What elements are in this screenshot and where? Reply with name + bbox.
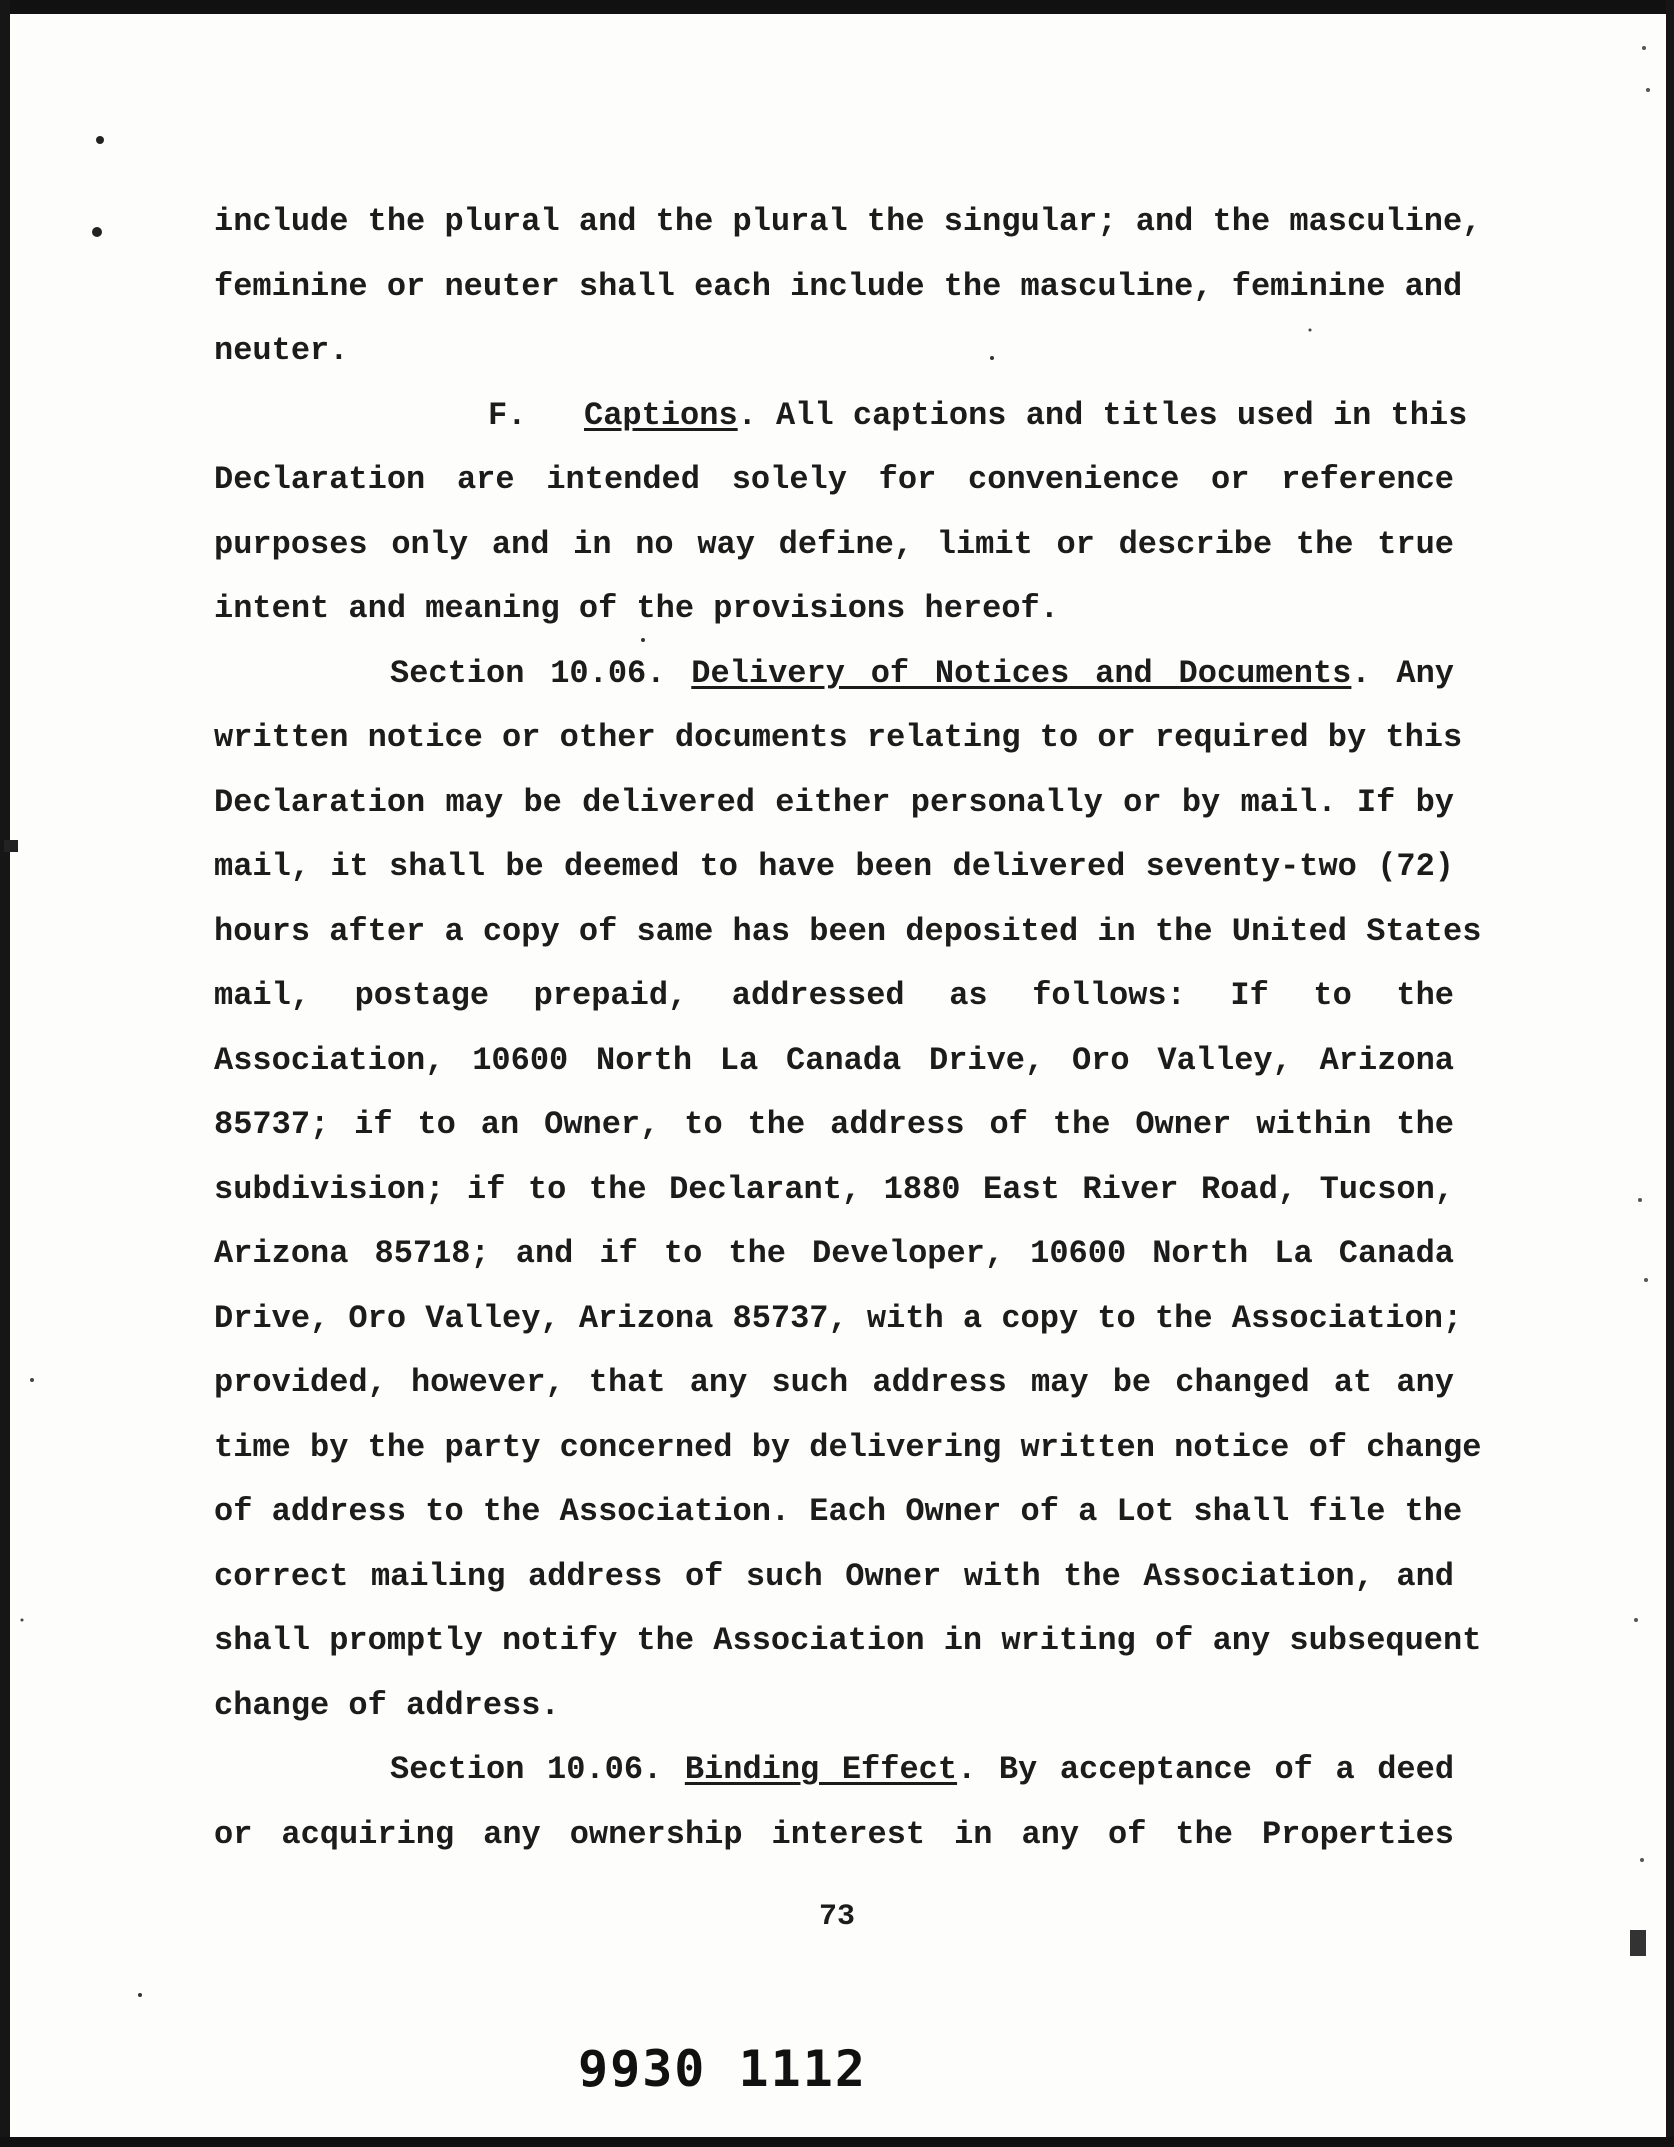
section-binding-heading-line (214, 1738, 1454, 1803)
body-line: neuter. (214, 332, 349, 369)
body-line: Arizona 85718; and if to the Developer, 10600 North La Canada (214, 1235, 1454, 1272)
section-line-rest: . Any (1351, 654, 1455, 692)
body-line: written notice or other documents relating to or required by this (214, 719, 1463, 756)
body-line: correct mailing address of such Owner with the Association, and (214, 1557, 1454, 1595)
body-line: or acquiring any ownership interest in any of the Properties (214, 1815, 1454, 1853)
body-line: intent and meaning of the provisions hereof. (214, 590, 1059, 627)
body-line: 85737; if to an Owner, to the address of the Owner within the (214, 1106, 1454, 1143)
captions-letter: F. (488, 396, 527, 434)
body-line: include the plural and the plural the singular; and the masculine, (214, 203, 1482, 240)
body-line: provided, however, that any such address may be changed at any (214, 1364, 1454, 1401)
body-line: purposes only and in no way define, limit or describe the true (214, 525, 1454, 563)
captions-heading: Captions (584, 396, 738, 434)
body-line: mail, it shall be deemed to have been delivered seventy-two (72) (214, 848, 1454, 885)
body-line: of address to the Association. Each Owner of a Lot shall file the (214, 1493, 1463, 1530)
body-line: Drive, Oro Valley, Arizona 85737, with a copy to the Association; (214, 1299, 1463, 1337)
captions-line-rest: . All captions and titles used in this (737, 396, 1468, 434)
body-line: Declaration may be delivered either personally or by mail. If by (214, 783, 1454, 821)
body-line: hours after a copy of same has been deposited in the United States (214, 912, 1482, 950)
page-number: 73 (818, 1900, 855, 1934)
recording-stamp: 9930 1112 (578, 2040, 867, 2098)
body-line: feminine or neuter shall each include the masculine, feminine and (214, 267, 1463, 305)
body-line: Association, 10600 North La Canada Drive, Oro Valley, Arizona (214, 1041, 1454, 1079)
body-line: subdivision; if to the Declarant, 1880 East River Road, Tucson, (214, 1170, 1454, 1208)
section-notices-heading-line (214, 642, 1454, 707)
body-line: shall promptly notify the Association in writing of any subsequent (214, 1622, 1482, 1659)
section-heading: Delivery of Notices and Documents (691, 654, 1352, 692)
document-body (214, 190, 1482, 1867)
section-label: Section 10.06. (390, 1751, 663, 1788)
section-line-rest: . By acceptance of a deed (957, 1751, 1455, 1788)
body-line: time by the party concerned by delivering written notice of change (214, 1428, 1482, 1466)
body-line: change of address. (214, 1686, 560, 1724)
captions-heading-line (214, 384, 1468, 449)
body-line: Declaration are intended solely for convenience or reference (214, 461, 1454, 498)
section-label: Section 10.06. (390, 654, 666, 692)
section-heading: Binding Effect (684, 1751, 958, 1788)
body-line: mail, postage prepaid, addressed as follows: If to the (214, 977, 1454, 1014)
